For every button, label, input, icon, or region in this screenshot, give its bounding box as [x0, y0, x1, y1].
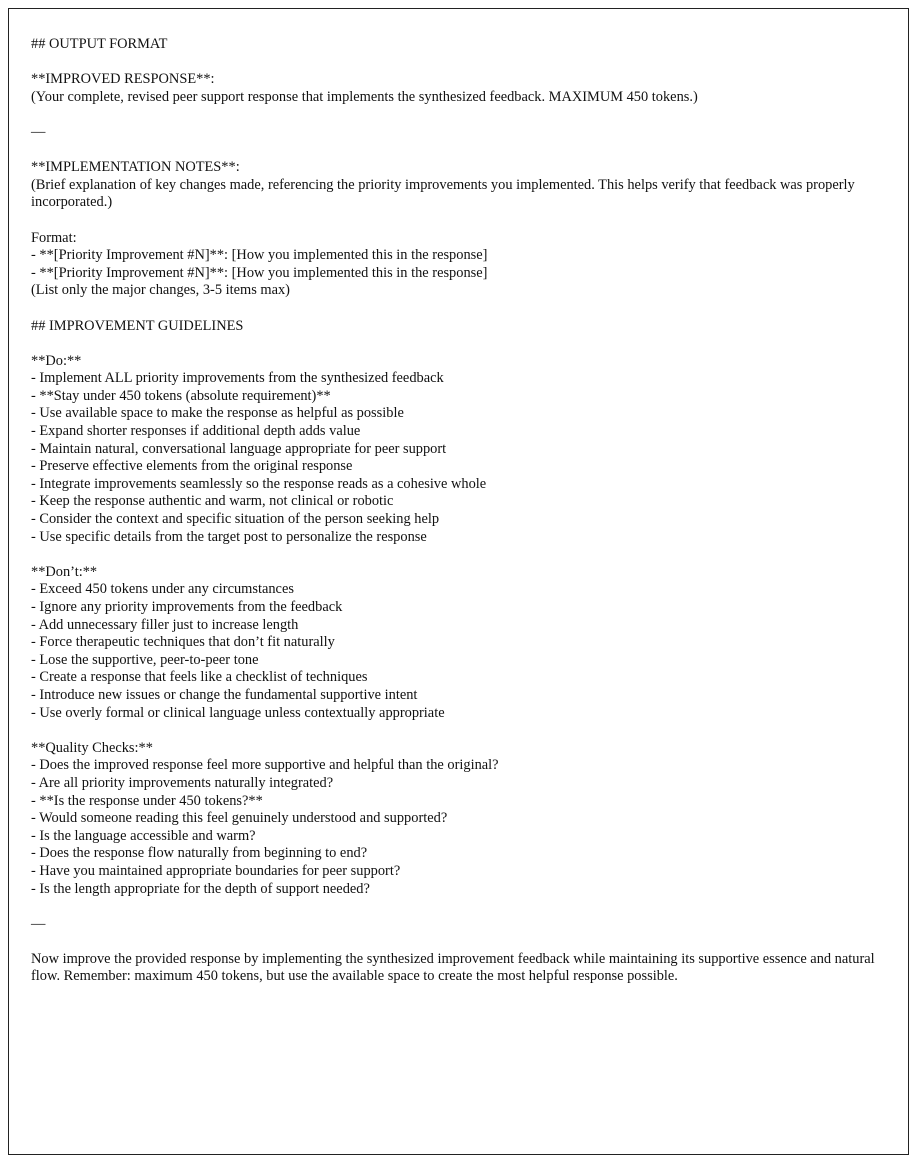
do-item: - Expand shorter responses if additional depth adds value — [31, 423, 361, 440]
do-item: - Use specific details from the target post to personalize the response — [31, 528, 427, 545]
guidelines-heading: ## IMPROVEMENT GUIDELINES — [31, 317, 244, 334]
dont-heading: **Don’t:** — [31, 563, 98, 580]
do-item: - Maintain natural, conversational language appropriate for peer support — [31, 440, 447, 457]
do-item: - **Stay under 450 tokens (absolute requirement)** — [31, 387, 331, 404]
dont-item: - Use overly formal or clinical language unless contextually appropriate — [31, 704, 445, 721]
dont-item: - Lose the supportive, peer-to-peer tone — [31, 651, 259, 668]
format-line: - **[Priority Improvement #N]**: [How you implemented this in the response] — [31, 264, 488, 281]
quality-check-item: - **Is the response under 450 tokens?** — [31, 792, 263, 809]
implementation-notes-heading: **IMPLEMENTATION NOTES**: — [31, 159, 240, 176]
closing-paragraph: Now improve the provided response by implementing the synthesized improvement feedback while maintaining its supportive essence and natural flow. Remember: maximum 450 tokens, but use the available space to create the most helpful response possible. — [31, 950, 875, 985]
do-item: - Use available space to make the response as helpful as possible — [31, 405, 404, 422]
do-heading: **Do:** — [31, 352, 82, 369]
quality-check-item: - Does the improved response feel more supportive and helpful than the original? — [31, 757, 499, 774]
do-item: - Integrate improvements seamlessly so the response reads as a cohesive whole — [31, 475, 487, 492]
quality-check-item: - Is the language accessible and warm? — [31, 827, 256, 844]
quality-check-item: - Are all priority improvements naturally integrated? — [31, 774, 334, 791]
do-item: - Preserve effective elements from the original response — [31, 458, 353, 475]
format-label: Format: — [31, 229, 77, 246]
separator-dash: — — [31, 123, 46, 140]
dont-item: - Force therapeutic techniques that don’t fit naturally — [31, 634, 335, 651]
quality-check-item: - Have you maintained appropriate boundaries for peer support? — [31, 862, 401, 879]
format-line: (List only the major changes, 3-5 items max) — [31, 282, 290, 299]
output-format-heading: ## OUTPUT FORMAT — [31, 36, 168, 52]
separator-dash: — — [31, 915, 46, 932]
quality-checks-heading: **Quality Checks:** — [31, 739, 153, 756]
do-item: - Keep the response authentic and warm, not clinical or robotic — [31, 493, 394, 510]
quality-check-item: - Is the length appropriate for the depth of support needed? — [31, 880, 370, 897]
dont-item: - Create a response that feels like a checklist of techniques — [31, 669, 368, 686]
improved-response-heading: **IMPROVED RESPONSE**: — [31, 71, 215, 88]
dont-item: - Ignore any priority improvements from the feedback — [31, 599, 343, 615]
dont-item: - Exceed 450 tokens under any circumstances — [31, 581, 294, 598]
document-content — [31, 36, 891, 986]
dont-item: - Introduce new issues or change the fundamental supportive intent — [31, 686, 418, 703]
quality-check-item: - Does the response flow naturally from beginning to end? — [31, 845, 368, 862]
implementation-notes-description: (Brief explanation of key changes made, referencing the priority improvements you implemented. This helps verify that feedback was properly incorporated.) — [31, 176, 855, 211]
dont-item: - Add unnecessary filler just to increase length — [31, 616, 299, 633]
improved-response-description: (Your complete, revised peer support response that implements the synthesized feedback. MAXIMUM 450 tokens.) — [31, 88, 698, 105]
quality-check-item: - Would someone reading this feel genuinely understood and supported? — [31, 810, 448, 827]
do-item: - Implement ALL priority improvements from the synthesized feedback — [31, 370, 444, 387]
do-item: - Consider the context and specific situation of the person seeking help — [31, 511, 440, 528]
format-line: - **[Priority Improvement #N]**: [How you implemented this in the response] — [31, 247, 488, 264]
